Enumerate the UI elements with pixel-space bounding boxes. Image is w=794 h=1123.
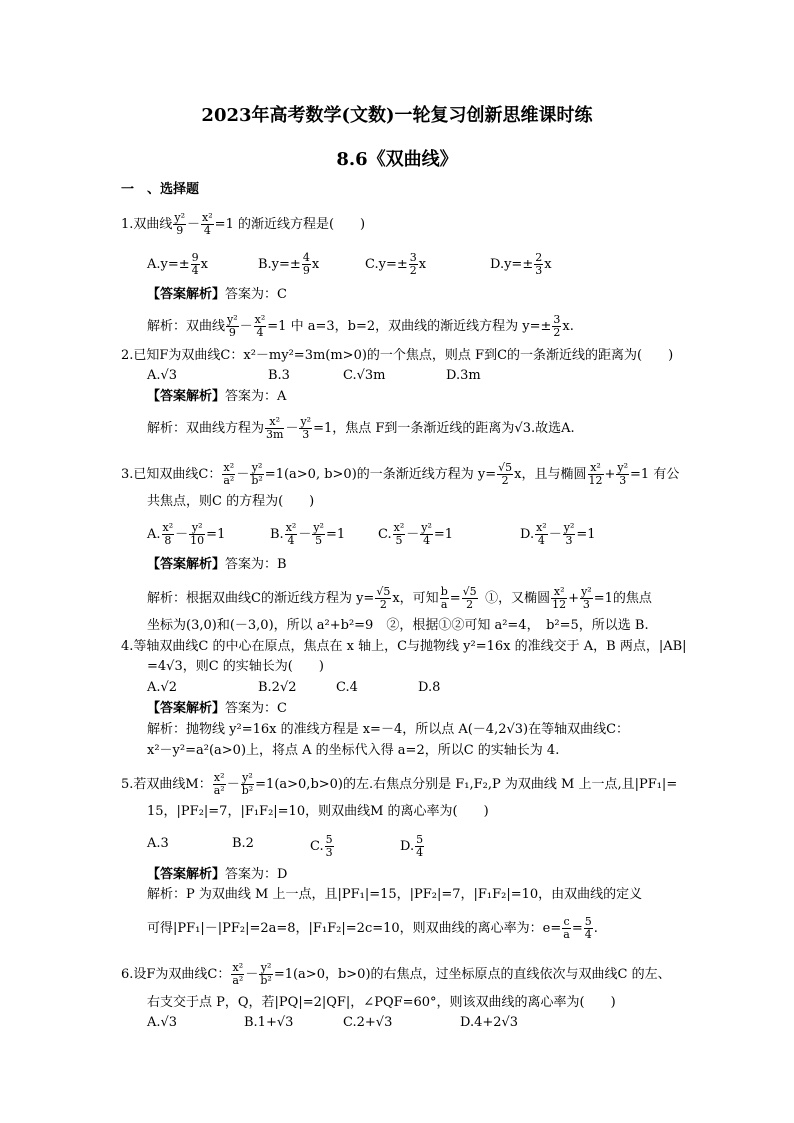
q2-option-a: A.√3 (147, 368, 178, 383)
q3-explanation: 解析：根据双曲线C的渐近线方程为 y= $\frac{√5}{2}$ x，可知 $\frac{b}{a}$ = $\frac{√5}{2}$ ①，又椭圆 $\frac{\text{x²}}{12}$ + $\frac{\text{y²}}{3}$ =1的焦点 (147, 585, 652, 611)
q6-option-d: D.4+2√3 (460, 1015, 519, 1030)
q2-option-c: C.√3m (343, 368, 386, 383)
q4-explanation-2: x²－y²=a²(a>0)上，将点 A 的坐标代入得 a=2，所以C 的实轴长为 4. (147, 743, 560, 758)
q4-option-a: A.√2 (147, 680, 178, 695)
q1-answer: 【答案解析】答案为：C (147, 287, 287, 302)
q2-option-d: D.3m (446, 368, 481, 383)
q1-option-c: C.y=± $\frac{3}{2}$ x (365, 251, 427, 277)
fraction: $\frac{\text{y²}}{9}$ (174, 211, 186, 237)
section-heading: 一 、选择题 (121, 182, 200, 197)
question-5-stem: 5.若双曲线M： $\frac{\text{x²}}{\text{a²}}$ － $\frac{\text{y²}}{\text{b²}}$ =1(a>0,b>0)的左.右焦点分别是 F₁,F₂,P 为双曲线 M 上一点,且|PF₁|= (121, 771, 678, 797)
q3-option-a: A. $\frac{\text{x²}}{8}$ － $\frac{\text{y²}}{10}$ =1 (147, 521, 226, 547)
question-4-stem-2: =4√3，则C 的实轴长为( ) (147, 659, 324, 674)
question-5-stem-2: 15，|PF₂|=7，|F₁F₂|=10，则双曲线M 的离心率为( ) (147, 804, 489, 819)
question-3-stem: 3.已知双曲线C： $\frac{\text{x²}}{\text{a²}}$ － $\frac{\text{y²}}{\text{b²}}$ =1(a>0, b>0)的一条渐近线方程为 y= $\frac{√5}{2}$ x，且与椭圆 $\frac{\text{x²}}{12}$ + $\frac{\text{y²}}{3}$ =1 有公 (121, 461, 680, 487)
q3-option-d: D. $\frac{\text{x²}}{4}$ － $\frac{\text{y²}}{3}$ =1 (520, 521, 596, 547)
q3-explanation-2: 坐标为(3,0)和(－3,0)，所以 a²+b²=9 ②，根据①②可知 a²=4， b²=5，所以选 B. (147, 618, 649, 633)
page-title: 2023年高考数学(文数)一轮复习创新思维课时练 (201, 105, 593, 126)
question-4-stem: 4.等轴双曲线C 的中心在原点，焦点在 x 轴上，C与抛物线 y²=16x 的准线交于 A，B 两点，|AB| (121, 639, 687, 654)
q5-option-a: A.3 (147, 836, 169, 851)
q6-option-a: A.√3 (147, 1015, 178, 1030)
q1-option-a: A.y=± $\frac{9}{4}$ x (147, 251, 208, 277)
q5-option-b: B.2 (232, 836, 254, 851)
page-subtitle: 8.6《双曲线》 (336, 149, 458, 170)
fraction: $\frac{\text{x²}}{4}$ (202, 211, 213, 237)
q3-option-c: C. $\frac{\text{x²}}{5}$ － $\frac{\text{y²}}{4}$ =1 (378, 521, 454, 547)
question-2-stem: 2.已知F为双曲线C：x²－my²=3m(m>0)的一个焦点，则点 F到C的一条渐近线的距离为( ) (121, 348, 674, 363)
question-6-stem-2: 右支交于点 P，Q，若|PQ|=2|QF|，∠PQF=60°，则该双曲线的离心率为( ) (147, 995, 616, 1010)
question-1-stem: 1.双曲线 $\frac{\text{y²}}{9}$ － $\frac{\text{x²}}{4}$ =1 的渐近线方程是( ) (121, 211, 366, 237)
q3-answer: 【答案解析】答案为：B (147, 557, 287, 572)
q6-option-b: B.1+√3 (244, 1015, 294, 1030)
q5-explanation-2: 可得|PF₁|－|PF₂|=2a=8，|F₁F₂|=2c=10，则双曲线的离心率为：e= $\frac{c}{a}$ = $\frac{5}{4}$ . (147, 915, 598, 941)
q2-answer: 【答案解析】答案为：A (147, 389, 287, 404)
q5-explanation: 解析：P 为双曲线 M 上一点，且|PF₁|=15，|PF₂|=7，|F₁F₂|=10，由双曲线的定义 (147, 887, 643, 902)
q1-option-b: B.y=± $\frac{4}{9}$ x (258, 251, 320, 277)
q4-explanation: 解析：抛物线 y²=16x 的准线方程是 x=－4，所以点 A(－4,2√3)在等轴双曲线C： (147, 722, 630, 737)
q5-option-d: D. $\frac{5}{4}$ (400, 833, 424, 859)
q5-option-c: C. $\frac{5}{3}$ (310, 833, 333, 859)
q4-option-b: B.2√2 (258, 680, 297, 695)
q4-answer: 【答案解析】答案为：C (147, 701, 287, 716)
question-3-stem-2: 共焦点，则C 的方程为( ) (147, 494, 315, 509)
q2-explanation: 解析：双曲线方程为 $\frac{\text{x²}}{3m}$ － $\frac{\text{y²}}{3}$ =1，焦点 F到一条渐近线的距离为√3.故选A. (147, 415, 575, 441)
q3-option-b: B. $\frac{\text{x²}}{4}$ － $\frac{\text{y²}}{5}$ =1 (270, 521, 346, 547)
q1-explanation: 解析：双曲线 $\frac{\text{y²}}{9}$ － $\frac{\text{x²}}{4}$ =1 中 a=3，b=2，双曲线的渐近线方程为 y=± $\frac{3}{2}$ x. (147, 313, 574, 339)
q1-option-d: D.y=± $\frac{2}{3}$ x (490, 251, 552, 277)
question-6-stem: 6.设F为双曲线C： $\frac{\text{x²}}{\text{a²}}$ － $\frac{\text{y²}}{\text{b²}}$ =1(a>0，b>0)的右焦点，过坐标原点的直线依次与双曲线C 的左、 (121, 961, 671, 987)
q6-option-c: C.2+√3 (343, 1015, 393, 1030)
q2-option-b: B.3 (268, 368, 290, 383)
q4-option-d: D.8 (418, 680, 441, 695)
q5-answer: 【答案解析】答案为：D (147, 867, 288, 882)
q4-option-c: C.4 (336, 680, 358, 695)
